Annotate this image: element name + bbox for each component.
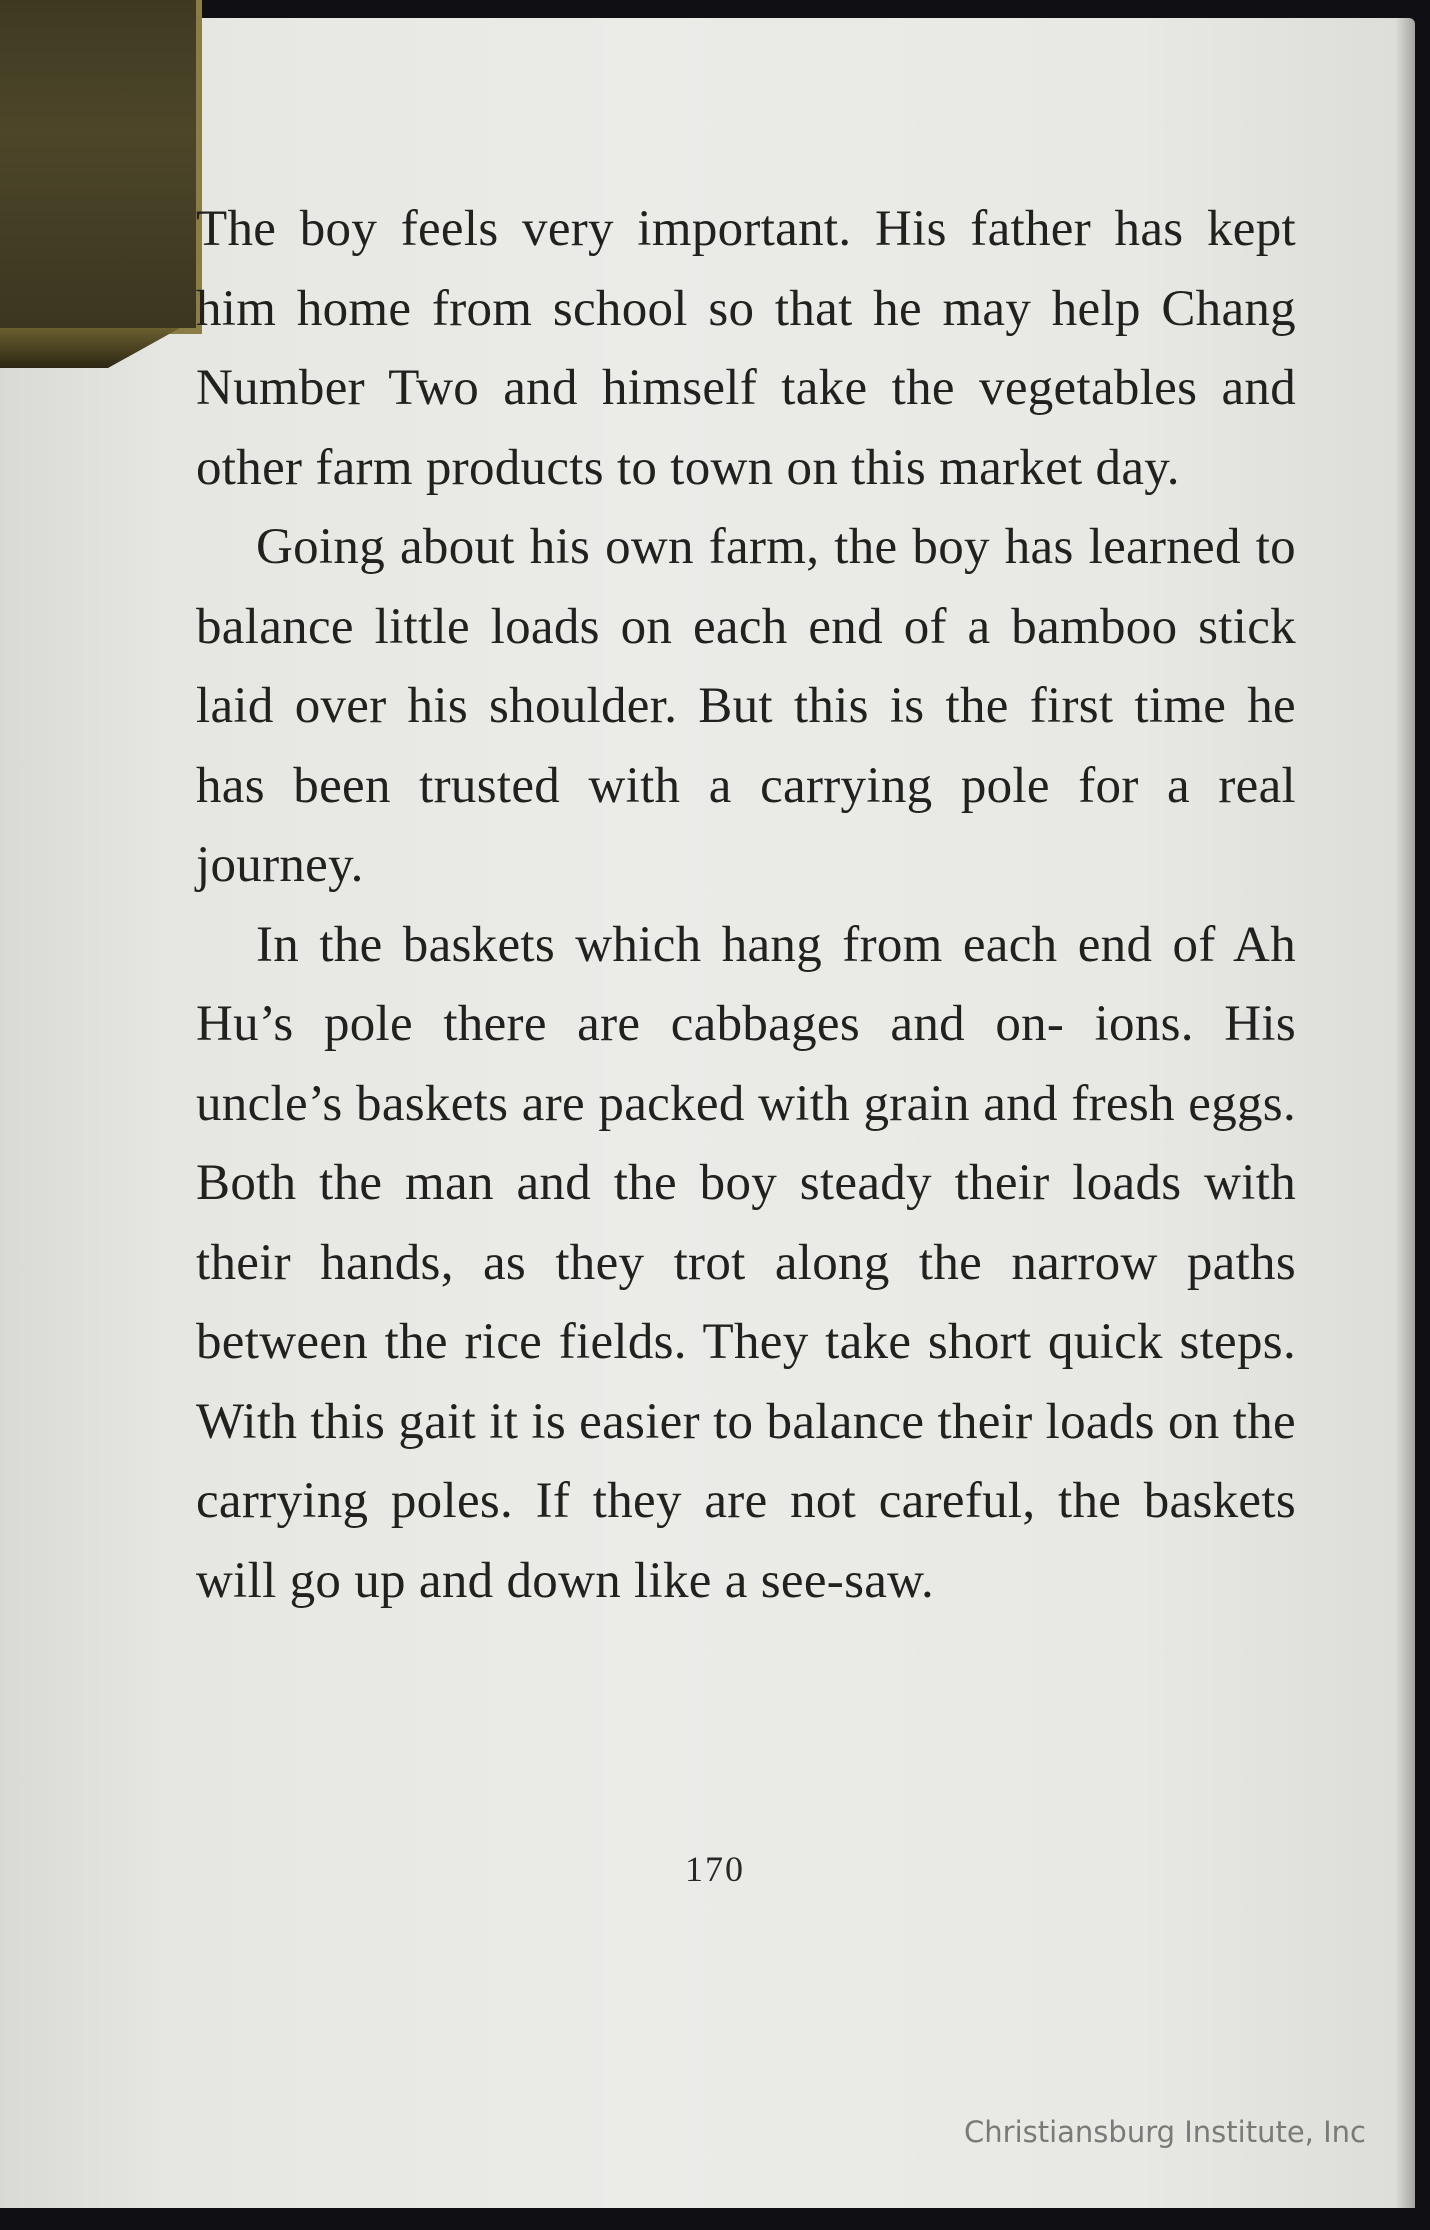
bookmark-tab: [0, 0, 202, 334]
page-number: 170: [685, 1849, 745, 1889]
paragraph-3: In the baskets which hang from each end of Ah Hu’s pole there are cabbages and on- ions. His uncle’s baskets are packed with grain and fresh eggs. Both the man and the boy steady their loads with their hands, as they trot along the narrow paths between the rice fields. They take short quick steps. With this gait it is easier to balance their loads on the carrying poles. If they are not careful, the baskets will go up and down like a see-saw.: [196, 916, 1296, 1609]
watermark: Christiansburg Institute, Inc: [964, 2115, 1366, 2149]
paragraph-2: Going about his own farm, the boy has learned to balance little loads on each end of a bamboo stick laid over his shoulder. But this is the first time he has been trusted with a carrying pole for a real journey.: [196, 519, 1296, 893]
body-text: [196, 190, 1296, 1621]
scan-bottom-edge: [0, 2208, 1430, 2230]
paragraph-1: The boy feels very important. His father has kept him home from school so that he may help Chang Number Two and himself take the vegetables and other farm products to town on this market day.: [196, 201, 1296, 496]
